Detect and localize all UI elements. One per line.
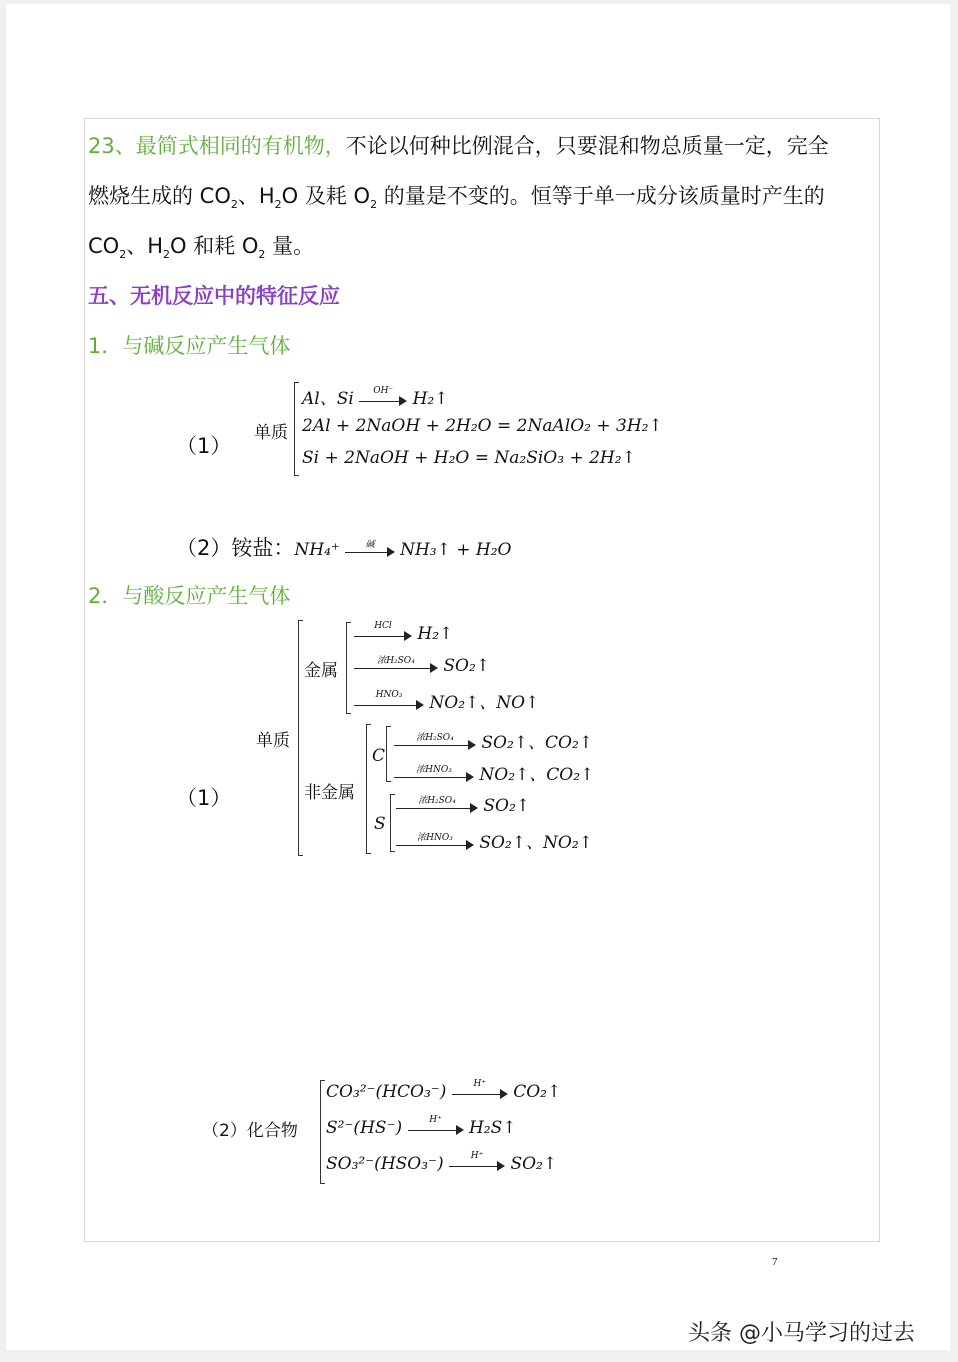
t: 浓H₂SO₄ bbox=[418, 795, 456, 806]
t: 浓H₂SO₄ bbox=[377, 655, 415, 666]
t: H⁺ bbox=[473, 1078, 487, 1089]
t: 浓H₂SO₄ bbox=[416, 732, 454, 743]
t: 、H bbox=[237, 184, 275, 208]
eq-metal-hcl bbox=[354, 620, 454, 644]
t: O 及耗 O bbox=[281, 184, 371, 208]
label-danzhi: 单质 bbox=[256, 731, 290, 751]
t: 浓HNO₃ bbox=[416, 764, 452, 775]
t: Al、Si bbox=[302, 389, 354, 409]
para23-text: 不论以何种比例混合，只要混和物总质量一定，完全 bbox=[345, 134, 829, 158]
t: 2 bbox=[163, 248, 170, 262]
t: CO₃²⁻(HCO₃⁻) bbox=[326, 1082, 447, 1102]
eq-metal-hno3 bbox=[354, 688, 539, 713]
arrow bbox=[396, 795, 478, 814]
t: SO₂↑ bbox=[443, 656, 491, 676]
para23-line1 bbox=[88, 130, 829, 160]
label-s: S bbox=[374, 814, 386, 834]
label-metal: 金属 bbox=[304, 661, 338, 681]
eq-al-naoh: 2Al + 2NaOH + 2H₂O = 2NaAlO₂ + 3H₂↑ bbox=[302, 416, 663, 436]
t: 碱 bbox=[365, 539, 375, 550]
t: 浓HNO₃ bbox=[417, 832, 453, 843]
subheading-base: 1．与碱反应产生气体 bbox=[88, 334, 291, 358]
t: SO₂↑ bbox=[510, 1154, 558, 1174]
label-2-2: （2）化合物 bbox=[202, 1121, 298, 1141]
document-page bbox=[6, 4, 950, 1350]
t: CO₂↑ bbox=[513, 1082, 562, 1102]
brace bbox=[346, 622, 347, 714]
t: 量。 bbox=[265, 234, 315, 258]
t: 2 bbox=[258, 248, 266, 262]
t: 2 bbox=[119, 248, 127, 262]
arrow bbox=[359, 385, 407, 407]
arrow bbox=[408, 1114, 464, 1136]
t: NO₂↑、NO↑ bbox=[429, 693, 540, 713]
label-1-1: （1） bbox=[176, 434, 232, 458]
t: S²⁻(HS⁻) bbox=[326, 1118, 403, 1138]
t: HNO₃ bbox=[375, 689, 403, 700]
para23-heading: 23、最简式相同的有机物， bbox=[88, 134, 346, 158]
brace bbox=[366, 724, 367, 854]
section-heading: 五、无机反应中的特征反应 bbox=[88, 284, 340, 308]
eq-carbonate bbox=[326, 1078, 562, 1102]
brace bbox=[298, 620, 299, 856]
t: OH⁻ bbox=[373, 385, 394, 396]
t: H₂↑ bbox=[417, 624, 454, 644]
eq-metal-h2so4 bbox=[354, 656, 490, 676]
t: H₂S↑ bbox=[468, 1118, 517, 1138]
eq-c-hno3 bbox=[394, 760, 594, 785]
eq-sulfite bbox=[326, 1150, 558, 1174]
arrow bbox=[354, 655, 438, 674]
t: 的量是不变的。恒等于单一成分该质量时产生的 bbox=[377, 184, 825, 208]
t: HCl bbox=[374, 620, 392, 631]
eq-s-hno3 bbox=[396, 828, 593, 853]
t: H⁺ bbox=[429, 1114, 442, 1125]
t: NO₂↑、CO₂↑ bbox=[479, 765, 595, 785]
t: 燃烧生成的 CO bbox=[88, 184, 231, 208]
para23-line2 bbox=[88, 180, 825, 211]
arrow bbox=[354, 620, 412, 642]
para23-line3 bbox=[88, 230, 314, 261]
t: H⁺ bbox=[470, 1150, 484, 1161]
t: NH₄⁺ bbox=[294, 540, 340, 560]
eq-sulfide bbox=[326, 1114, 517, 1138]
brace bbox=[390, 794, 391, 852]
t: 、H bbox=[126, 234, 163, 258]
t: SO₂↑、NO₂↑ bbox=[479, 833, 593, 853]
eq-al-si bbox=[302, 384, 449, 409]
t: 2 bbox=[230, 198, 238, 212]
eq-si-naoh: Si + 2NaOH + H₂O = Na₂SiO₃ + 2H₂↑ bbox=[302, 448, 636, 468]
arrow bbox=[449, 1150, 505, 1172]
t: CO bbox=[88, 234, 120, 258]
label-danzhi: 单质 bbox=[254, 423, 288, 443]
t: （2）铵盐： bbox=[176, 536, 295, 560]
subheading-acid: 2．与酸反应产生气体 bbox=[88, 584, 291, 608]
t: SO₃²⁻(HSO₃⁻) bbox=[326, 1154, 444, 1174]
brace bbox=[320, 1080, 321, 1184]
label-c: C bbox=[372, 746, 386, 766]
t: NH₃↑ + H₂O bbox=[400, 540, 512, 560]
watermark: 头条 @小马学习的过去 bbox=[688, 1321, 915, 1346]
brace bbox=[386, 726, 387, 782]
arrow bbox=[394, 764, 474, 783]
label-nonmetal: 非金属 bbox=[304, 783, 355, 803]
t: 2 bbox=[274, 198, 282, 212]
t: H₂↑ bbox=[412, 389, 449, 409]
arrow bbox=[396, 832, 474, 851]
t: SO₂↑、CO₂↑ bbox=[481, 733, 594, 753]
brace bbox=[294, 382, 295, 476]
t: 2 bbox=[370, 198, 378, 212]
t: SO₂↑ bbox=[483, 796, 531, 816]
page-number: 7 bbox=[772, 1256, 778, 1268]
label-2-1: （1） bbox=[176, 786, 232, 810]
arrow bbox=[394, 732, 476, 751]
arrow bbox=[452, 1078, 508, 1100]
eq-c-h2so4 bbox=[394, 728, 593, 753]
arrow bbox=[345, 539, 395, 558]
arrow bbox=[354, 689, 424, 711]
t: O 和耗 O bbox=[170, 234, 259, 258]
eq-ammonium bbox=[176, 532, 511, 562]
eq-s-h2so4 bbox=[396, 796, 530, 816]
